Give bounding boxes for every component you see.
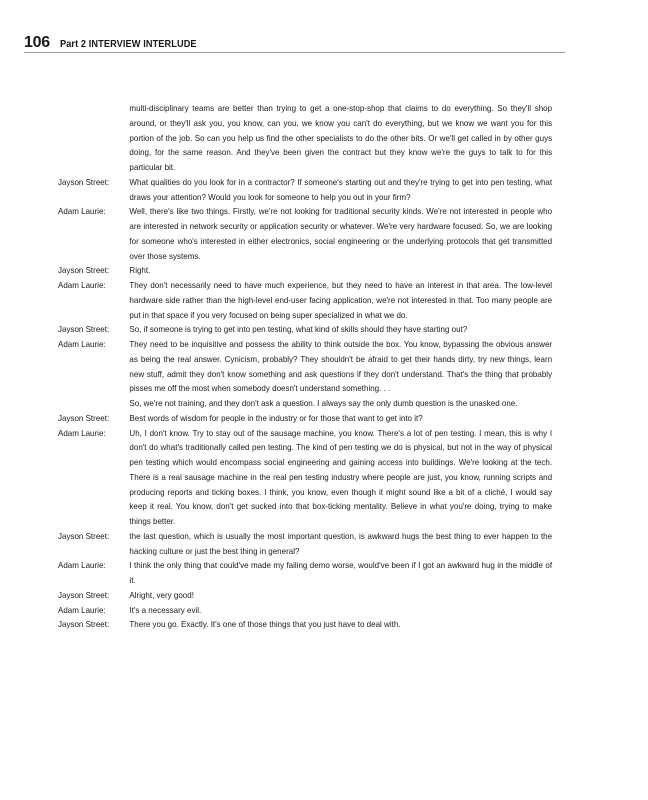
- dialogue-turn: [58, 101, 552, 175]
- speech-text: [129, 426, 552, 529]
- dialogue-turn: [58, 337, 552, 411]
- dialogue-turn: [58, 588, 552, 603]
- speech-text: [129, 411, 552, 426]
- speaker-name: Adam Laurie:: [58, 560, 106, 571]
- speaker-name: Adam Laurie:: [58, 280, 106, 290]
- speaker-name: Jayson Street:: [58, 176, 110, 187]
- speech-paragraph: There you go. Exactly. It's one of those things that you just have to deal with.: [129, 619, 401, 630]
- speech-text: [129, 204, 552, 263]
- dialogue-turn: [58, 617, 552, 632]
- dialogue-turn: [58, 426, 552, 529]
- speech-paragraph: the last question, which is usually the most important question, is awkward hugs the best thing to ever happen to the hacking culture or just the best thing in general?: [129, 530, 553, 556]
- dialogue-turn: [58, 322, 552, 337]
- dialogue-turn: [58, 263, 552, 278]
- speech-paragraph: They need to be inquisitive and possess the ability to think outside the box. You know, bypassing the obvious answer as being the real answer. Cynicism, probably? They shouldn't be afraid to get their hands dirty, try new things, learn new stuff, admit they don't know something and ask questions if they don't understand. That's the thing that probably pisses me off the most when somebody doesn't understand something. . .: [129, 339, 553, 394]
- speaker-name: Adam Laurie:: [58, 427, 106, 438]
- dialogue-turn: [58, 558, 552, 588]
- dialogue-turn: [58, 204, 552, 263]
- speech-paragraph: It's a necessary evil.: [129, 604, 202, 615]
- speech-paragraph: multi-disciplinary teams are better than trying to get a one-stop-shop that claims to do everything. So they'll shop around, or they'll ask you, you know, can you, we know you can't do everything, but we know we want you for this portion of the job. So can you help us find the other specialists to do the other bits. Or we'll get called in by other guys doing, for the same reason. And they've been given the contract but they know we're the guys to talk to for this particular bit.: [129, 103, 553, 172]
- dialogue-turn: [58, 278, 552, 322]
- speaker-name: Jayson Street:: [58, 265, 110, 276]
- speech-paragraph: What qualities do you look for in a contractor? If someone's starting out and they're trying to get into pen testing, what draws your attention? Would you look for someone to help you out in your firm?: [129, 176, 553, 202]
- speech-text: [129, 617, 552, 632]
- speaker-name: Jayson Street:: [58, 530, 110, 541]
- running-header: [24, 34, 564, 52]
- speech-text: [129, 278, 552, 322]
- speech-text: [129, 588, 552, 603]
- speaker-name: Adam Laurie:: [58, 339, 106, 349]
- speech-text: [129, 603, 552, 618]
- interview-transcript: [58, 101, 552, 632]
- header-divider: [24, 52, 565, 53]
- speaker-name: Jayson Street:: [58, 324, 110, 335]
- dialogue-turn: [58, 603, 552, 618]
- speech-text: [129, 322, 552, 337]
- speech-paragraph: Uh, I don't know. Try to stay out of the sausage machine, you know. There's a lot of pen testing. I mean, this is why I don't do what's traditionally called pen testing. The kind of pen testing we do is physical, but not in the way of physical pen testing which would encompass social engineering and gaining access into buildings. We're looking at the tech. There is a real sausage machine in the real pen testing industry where people are just, you know, running scripts and producing reports and ticking boxes. I think, you know, even though it might sound like a bit of a cliché, I would say keep it real. You know, don't get sucked into that box-ticking mentality. Believe in what you're doing, trying to make things better.: [129, 427, 553, 526]
- speaker-name: Jayson Street:: [58, 589, 110, 600]
- part-label: Part 2 INTERVIEW INTERLUDE: [59, 39, 197, 50]
- speaker-name: [58, 101, 129, 175]
- speech-text: [129, 175, 552, 205]
- speech-paragraph: So, we're not training, and they don't ask a question. I always say the only dumb question is the unasked one.: [129, 398, 518, 408]
- speaker-name: Adam Laurie:: [58, 206, 106, 217]
- speech-text: [129, 529, 552, 559]
- speaker-name: Jayson Street:: [58, 619, 110, 630]
- speech-text: [129, 337, 552, 411]
- speech-paragraph: Right.: [129, 265, 151, 276]
- speaker-name: Jayson Street:: [58, 412, 110, 423]
- speech-paragraph: So, if someone is trying to get into pen testing, what kind of skills should they have starting out?: [129, 324, 468, 335]
- dialogue-turn: [58, 411, 552, 426]
- speech-text: [129, 101, 552, 175]
- dialogue-turn: [58, 175, 552, 205]
- speech-paragraph: I think the only thing that could've made my failing demo worse, would've been if I got an awkward hug in the middle of it.: [129, 560, 553, 585]
- speech-paragraph: Well, there's like two things. Firstly, we're not looking for traditional security kinds. We're not interested in people who are interested in network security or application security or whatever. We're very hardware focused. So, we are looking for someone who's interested in either electronics, social engineering or the underlying protocols that get transmitted over those systems.: [129, 206, 553, 261]
- speaker-name: Adam Laurie:: [58, 604, 106, 615]
- page-number: 106: [24, 34, 50, 51]
- speech-text: [129, 263, 552, 278]
- speech-text: [129, 558, 552, 588]
- speech-paragraph: They don't necessarily need to have much experience, but they need to have an interest in that area. The low-level hardware side rather than the high-level end-user facing application, we're not interested in that. Too many people are put in that space if you very focused on being super specialized in what we do.: [129, 280, 553, 320]
- speech-paragraph: Best words of wisdom for people in the industry or for those that want to get into it?: [129, 412, 423, 423]
- dialogue-turn: [58, 529, 552, 559]
- speech-paragraph: Alright, very good!: [129, 589, 194, 600]
